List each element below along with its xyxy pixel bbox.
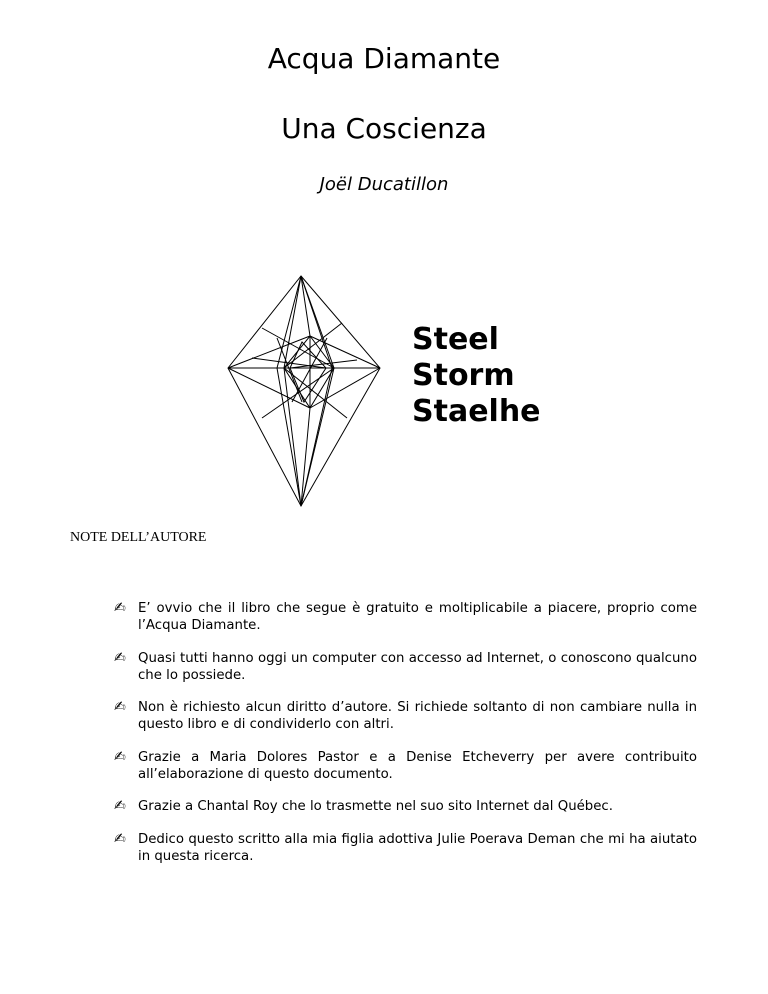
writing-hand-icon: ✍ bbox=[114, 649, 126, 666]
note-text: Dedico questo scritto alla mia figlia adottiva Julie Poerava Deman che mi ha aiutato in questa ricerca. bbox=[138, 831, 697, 864]
steel-storm-logo-text bbox=[412, 322, 541, 430]
note-item bbox=[114, 798, 697, 815]
author-name: Joël Ducatillon bbox=[319, 174, 449, 195]
note-item bbox=[114, 749, 697, 783]
writing-hand-icon: ✍ bbox=[114, 798, 126, 814]
logo-word-staelhe: Staelhe bbox=[412, 394, 541, 429]
note-text: Grazie a Maria Dolores Pastor e a Denise Etcheverry per avere contribuito all’elaborazione di questo documento. bbox=[138, 749, 697, 782]
note-item bbox=[114, 831, 697, 865]
document-subtitle: Una Coscienza bbox=[281, 112, 487, 145]
writing-hand-icon: ✍ bbox=[114, 748, 126, 765]
notes-heading: NOTE DELL’AUTORE bbox=[70, 530, 207, 545]
note-text: E’ ovvio che il libro che segue è gratuito e moltiplicabile a piacere, proprio come l’Acqua Diamante. bbox=[138, 601, 697, 633]
document-title: Acqua Diamante bbox=[267, 42, 501, 75]
diamond-crystal-logo bbox=[222, 268, 392, 514]
writing-hand-icon: ✍ bbox=[114, 699, 126, 715]
note-item bbox=[114, 650, 697, 684]
note-text: Non è richiesto alcun diritto d’autore. Si richiede soltanto di non cambiare nulla in questo libro e di condividerlo con altri. bbox=[138, 700, 697, 732]
note-text: Quasi tutti hanno oggi un computer con accesso ad Internet, o conoscono qualcuno che lo possiede. bbox=[138, 650, 697, 683]
writing-hand-icon: ✍ bbox=[114, 600, 126, 616]
author-notes-list bbox=[114, 600, 697, 880]
logo-word-storm: Storm bbox=[412, 358, 515, 393]
note-text: Grazie a Chantal Roy che lo trasmette nel suo sito Internet dal Québec. bbox=[138, 799, 613, 814]
note-item bbox=[114, 600, 697, 634]
logo-word-steel: Steel bbox=[412, 322, 499, 357]
writing-hand-icon: ✍ bbox=[114, 830, 126, 847]
note-item bbox=[114, 699, 697, 733]
